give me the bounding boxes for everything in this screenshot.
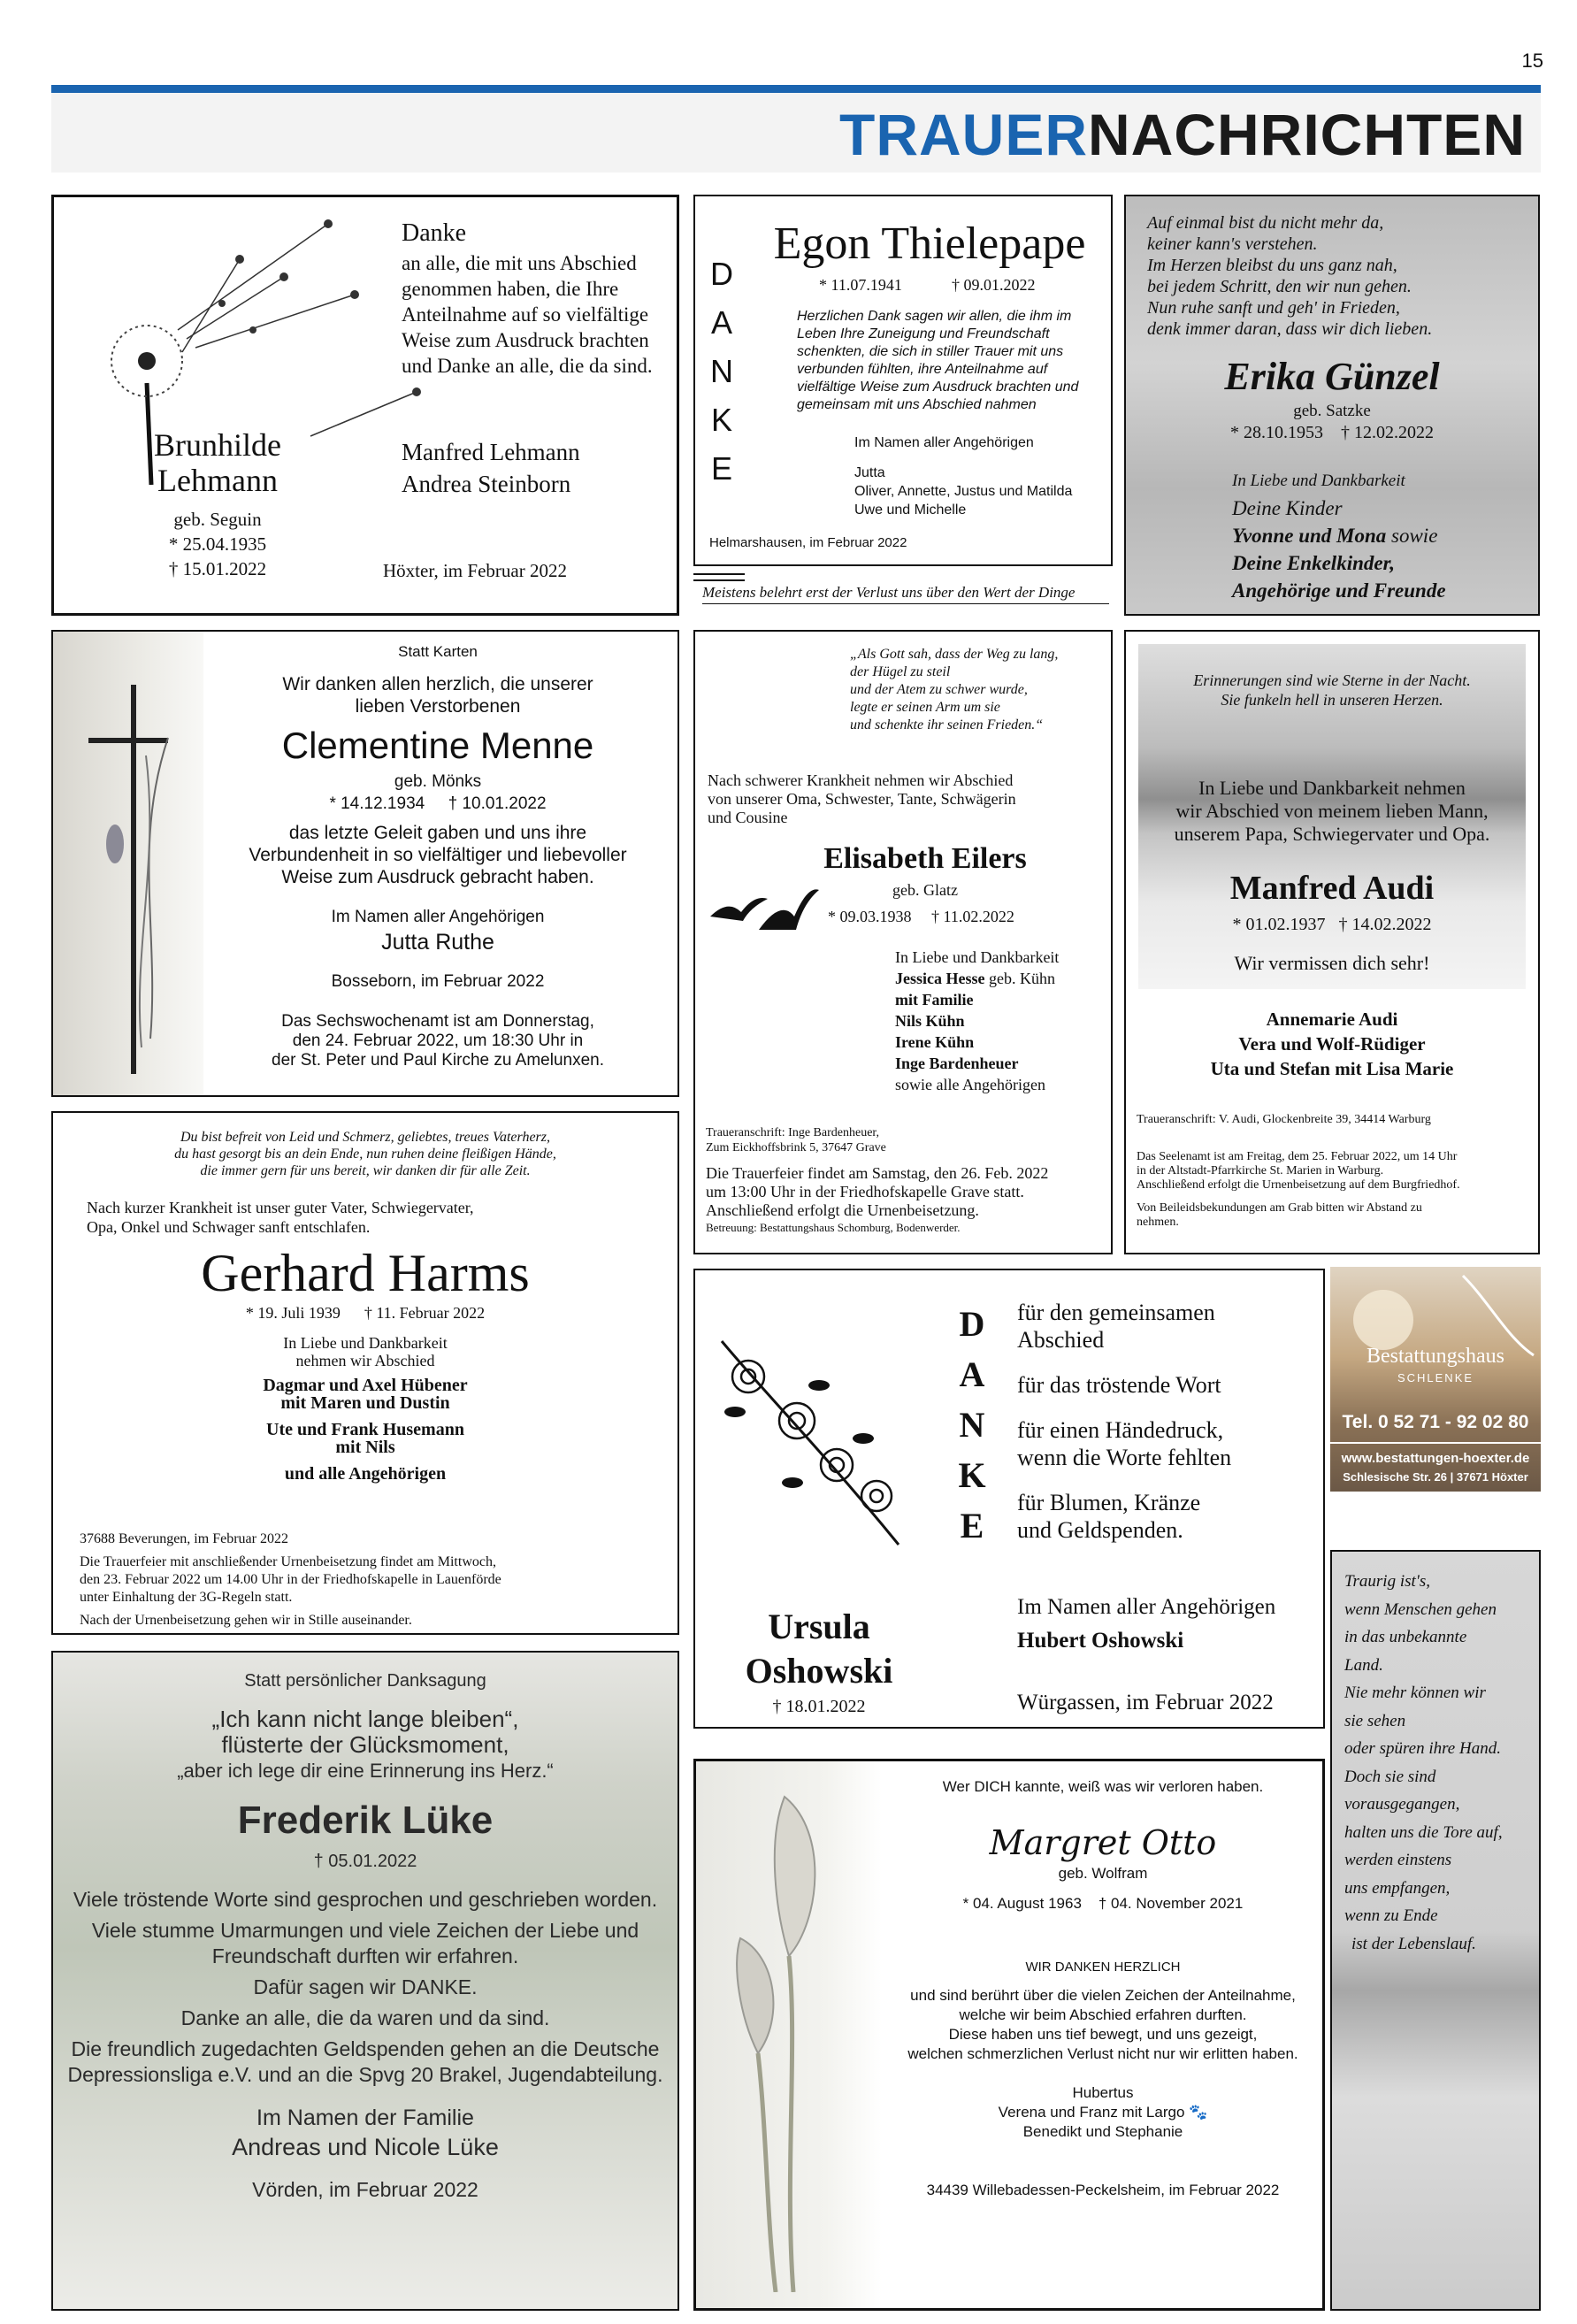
otto-died: † 04. November 2021 bbox=[1098, 1895, 1244, 1912]
otto-text-line: welche wir beim Abschied erfahren durften. bbox=[959, 2006, 1247, 2023]
oshowski-place: Würgassen, im Februar 2022 bbox=[1017, 1691, 1274, 1714]
page-number: 15 bbox=[1521, 50, 1543, 72]
lehmann-dates bbox=[107, 507, 328, 581]
eilers-address-line: Traueranschrift: Inge Bardenheuer, bbox=[706, 1126, 880, 1139]
oshowski-last-name: Oshowski bbox=[745, 1651, 893, 1691]
thielepape-died: † 09.01.2022 bbox=[952, 276, 1036, 294]
lehmann-first-name: Brunhilde bbox=[154, 427, 281, 463]
audi-miss: Wir vermissen dich sehr! bbox=[1234, 952, 1430, 974]
otto-signer: Hubertus bbox=[1072, 2084, 1134, 2101]
ad-sub: SCHLENKE bbox=[1397, 1371, 1474, 1384]
luke-text-line: Depressionsliga e.V. und an die Spvg 20 Brakel, Jugendabteilung. bbox=[67, 2063, 663, 2086]
audi-notice2-line: nehmen. bbox=[1137, 1216, 1179, 1229]
thielepape-vertical-danke bbox=[704, 249, 739, 493]
audi-notice-line: in der Altstadt-Pfarrkirche St. Marien in Warburg. bbox=[1137, 1164, 1384, 1177]
poem-line: ist der Lebenslauf. bbox=[1351, 1934, 1476, 1953]
thielepape-text-line: Leben Ihre Zuneigung und Freundschaft bbox=[797, 326, 1050, 341]
guenzel-family-bold: Yvonne und Mona bbox=[1232, 525, 1387, 547]
eilers-birth-name: geb. Glatz bbox=[892, 881, 958, 899]
audi-family-line: Uta und Stefan mit Lisa Marie bbox=[1210, 1058, 1454, 1079]
eilers-quote-line: der Hügel zu steil bbox=[850, 664, 951, 679]
guenzel-poem bbox=[1147, 212, 1432, 340]
menne-text bbox=[203, 640, 672, 1070]
eilers-quote-line: „Als Gott sah, dass der Weg zu lang, bbox=[850, 647, 1059, 662]
paw-icon: 🐾 bbox=[1189, 2104, 1208, 2121]
thielepape-text-line: Herzlichen Dank sagen wir allen, die ihm im bbox=[797, 309, 1072, 324]
luke-text-line: Viele tröstende Worte sind gesprochen und geschrieben worden. bbox=[73, 1888, 658, 1911]
eilers-family-bold: Jessica Hesse bbox=[895, 970, 985, 987]
poem-line: oder spüren ihre Hand. bbox=[1344, 1739, 1501, 1758]
menne-birth-name: geb. Mönks bbox=[394, 772, 482, 791]
eilers-quote bbox=[850, 646, 1058, 734]
menne-top: Statt Karten bbox=[398, 643, 478, 660]
poem-line: werden einstens bbox=[1344, 1851, 1452, 1869]
ad-address: Schlesische Str. 26 | 37671 Höxter bbox=[1343, 1470, 1528, 1484]
eilers-notice-line: um 13:00 Uhr in der Friedhofskapelle Grave statt. bbox=[706, 1183, 1024, 1200]
audi-intro-line: unserem Papa, Schwiegervater und Opa. bbox=[1174, 823, 1490, 845]
luke-text-line: Danke an alle, die da waren und da sind. bbox=[180, 2006, 550, 2029]
audi-intro bbox=[1126, 777, 1538, 846]
guenzel-name: Erika Günzel bbox=[1224, 355, 1440, 398]
harms-family-line: mit Nils bbox=[335, 1438, 395, 1457]
vertical-letter: K bbox=[710, 402, 732, 438]
audi-notice bbox=[1137, 1150, 1460, 1230]
eilers-name: Elisabeth Eilers bbox=[823, 842, 1027, 875]
guenzel-family-line: Deine Kinder bbox=[1232, 497, 1343, 519]
thielepape-text-line: vielfältige Weise zum Ausdruck brachten und bbox=[797, 380, 1079, 395]
poem-line: uns empfangen, bbox=[1344, 1878, 1451, 1898]
eilers-family-line: mit Familie bbox=[895, 991, 974, 1009]
harms-quote-line: die immer gern für uns bereit, wir danken dir für alle Zeit. bbox=[200, 1163, 531, 1178]
harms-name: Gerhard Harms bbox=[201, 1244, 530, 1302]
luke-text bbox=[53, 1668, 677, 2203]
otto-signer: Benedikt und Stephanie bbox=[1022, 2123, 1183, 2140]
luke-text-line: Die freundlich zugedachten Geldspenden gehen an die Deutsche bbox=[71, 2037, 660, 2060]
page-title bbox=[839, 103, 1526, 166]
luke-text-line: Dafür sagen wir DANKE. bbox=[253, 1975, 478, 1998]
otto-born: * 04. August 1963 bbox=[962, 1895, 1082, 1912]
otto-text-line: und sind berührt über die vielen Zeichen der Anteilnahme, bbox=[910, 1987, 1296, 2004]
oshowski-first-name: Ursula bbox=[768, 1607, 870, 1646]
luke-quote-line: flüsterte der Glücksmoment, bbox=[221, 1731, 509, 1758]
eilers-quote-line: und der Atem zu schwer wurde, bbox=[850, 682, 1028, 697]
thielepape-rule bbox=[693, 579, 745, 581]
harms-dates bbox=[53, 1304, 677, 1323]
oshowski-item-line: für Blumen, Kränze bbox=[1017, 1490, 1201, 1515]
thielepape-name: Egon Thielepape bbox=[773, 219, 1086, 269]
menne-born: * 14.12.1934 bbox=[329, 794, 425, 813]
luke-place: Vörden, im Februar 2022 bbox=[252, 2178, 478, 2201]
thielepape-signers bbox=[854, 464, 1072, 519]
lehmann-last-name: Lehmann bbox=[157, 463, 278, 498]
audi-family-line: Annemarie Audi bbox=[1266, 1009, 1398, 1030]
notice-oshowski bbox=[693, 1269, 1325, 1729]
luke-sign-intro: Im Namen der Familie bbox=[256, 2105, 474, 2130]
oshowski-item-line: für einen Händedruck, bbox=[1017, 1417, 1224, 1443]
menne-signer: Jutta Ruthe bbox=[381, 930, 494, 955]
ad-rule bbox=[1330, 1442, 1541, 1444]
notice-poem bbox=[1330, 1550, 1541, 2311]
menne-place: Bosseborn, im Februar 2022 bbox=[331, 972, 545, 991]
otto-birth-name: geb. Wolfram bbox=[1058, 1865, 1148, 1882]
harms-sign-intro: nehmen wir Abschied bbox=[295, 1352, 435, 1369]
vertical-letter: D bbox=[959, 1304, 985, 1344]
eilers-intro bbox=[708, 771, 1016, 827]
harms-family-line: und alle Angehörigen bbox=[284, 1464, 447, 1484]
harms-intro-line: Opa, Onkel und Schwager sanft entschlafen. bbox=[87, 1218, 371, 1236]
audi-notice-line: Das Seelenamt ist am Freitag, dem 25. Februar 2022, um 14 Uhr bbox=[1137, 1150, 1458, 1163]
audi-name: Manfred Audi bbox=[1229, 870, 1435, 907]
eilers-dates bbox=[828, 908, 1014, 926]
menne-text-line: Verbundenheit in so vielfältiger und liebevoller bbox=[249, 845, 627, 865]
harms-quote bbox=[53, 1129, 677, 1179]
luke-signer: Andreas und Nicole Lüke bbox=[232, 2134, 499, 2160]
oshowski-name bbox=[713, 1605, 925, 1693]
harms-intro-line: Nach kurzer Krankheit ist unser guter Vater, Schwiegervater, bbox=[87, 1199, 474, 1216]
audi-intro-line: In Liebe und Dankbarkeit nehmen bbox=[1198, 777, 1466, 799]
audi-quote bbox=[1126, 671, 1538, 709]
lehmann-born: * 25.04.1935 bbox=[168, 533, 267, 555]
eilers-family-line: Inge Bardenheuer bbox=[895, 1055, 1019, 1072]
guenzel-poem-line: keiner kann's verstehen. bbox=[1147, 234, 1318, 254]
thielepape-signer: Oliver, Annette, Justus und Matilda bbox=[854, 484, 1073, 499]
lehmann-signers bbox=[402, 436, 580, 500]
poem-line: vorausgegangen, bbox=[1344, 1795, 1460, 1814]
vertical-letter: E bbox=[960, 1506, 984, 1545]
otto-name: Margret Otto bbox=[989, 1823, 1217, 1862]
notice-harms bbox=[51, 1111, 679, 1635]
menne-text-line: das letzte Geleit gaben und uns ihre bbox=[288, 823, 587, 843]
oshowski-item-line: wenn die Worte fehlten bbox=[1017, 1445, 1232, 1470]
eilers-quote-line: legte er seinen Arm um sie bbox=[850, 700, 1000, 715]
notice-thielepape bbox=[693, 195, 1113, 566]
guenzel-birth-name: geb. Satzke bbox=[1293, 402, 1371, 420]
guenzel-poem-line: Auf einmal bist du nicht mehr da, bbox=[1147, 213, 1384, 233]
otto-heading: WIR DANKEN HERZLICH bbox=[1025, 1960, 1181, 1975]
audi-notice-line: Anschließend erfolgt die Urnenbeisetzung auf dem Burgfriedhof. bbox=[1137, 1178, 1460, 1192]
lehmann-place: Höxter, im Februar 2022 bbox=[383, 560, 567, 581]
menne-intro-line: Wir danken allen herzlich, die unserer bbox=[282, 674, 593, 694]
oshowski-signer: Hubert Oshowski bbox=[1017, 1629, 1184, 1653]
thielepape-signer: Jutta bbox=[854, 465, 885, 480]
harms-footer bbox=[80, 1530, 501, 1630]
oshowski-vertical-danke bbox=[952, 1299, 992, 1551]
eilers-notice-line: Anschließend erfolgt die Urnenbeisetzung. bbox=[706, 1201, 979, 1219]
ad-bestattungshaus[interactable] bbox=[1330, 1267, 1541, 1492]
harms-notice-line: unter Einhaltung der 3G-Regeln statt. bbox=[80, 1590, 293, 1605]
menne-died: † 10.01.2022 bbox=[448, 794, 547, 813]
thielepape-text-line: schenkten, die sich in stiller Trauer mit uns bbox=[797, 344, 1064, 359]
notice-menne bbox=[51, 630, 679, 1097]
birds-icon bbox=[706, 881, 821, 934]
lehmann-birth-name: geb. Seguin bbox=[173, 509, 262, 530]
thielepape-text-line: gemeinsam mit uns Abschied nahmen bbox=[797, 397, 1037, 412]
ad-web: www.bestattungen-hoexter.de bbox=[1341, 1451, 1530, 1466]
eilers-notice-line: Die Trauerfeier findet am Samstag, den 26. Feb. 2022 bbox=[706, 1164, 1049, 1182]
otto-text bbox=[882, 1777, 1324, 2200]
harms-notice-line: Die Trauerfeier mit anschließender Urnenbeisetzung findet am Mittwoch, bbox=[80, 1554, 496, 1569]
audi-quote-line: Erinnerungen sind wie Sterne in der Nacht. bbox=[1193, 671, 1471, 689]
notice-guenzel bbox=[1124, 195, 1540, 616]
oshowski-sign-intro: Im Namen aller Angehörigen bbox=[1017, 1595, 1276, 1619]
calla-lily-icon bbox=[714, 1779, 873, 2292]
luke-top: Statt persönlicher Danksagung bbox=[244, 1671, 486, 1691]
thielepape-text bbox=[797, 308, 1078, 414]
header-rule bbox=[51, 85, 1541, 93]
notice-lehmann bbox=[51, 195, 679, 616]
harms-family-line: mit Maren und Dustin bbox=[280, 1393, 450, 1413]
poem-line: Traurig ist's, bbox=[1344, 1572, 1430, 1591]
vertical-letter: A bbox=[710, 304, 732, 341]
menne-text-line: Weise zum Ausdruck gebracht haben. bbox=[281, 867, 594, 887]
ad-name: Bestattungshaus bbox=[1366, 1345, 1504, 1368]
poem-line: Land. bbox=[1344, 1655, 1383, 1675]
thielepape-quote: Meistens belehrt erst der Verlust uns über den Wert der Dinge bbox=[702, 584, 1109, 604]
eilers-died: † 11.02.2022 bbox=[931, 908, 1014, 925]
eilers-family-line: Nils Kühn bbox=[895, 1012, 965, 1030]
harms-quote-line: du hast gesorgt bis an dein Ende, nun ruhen deine fleißigen Hände, bbox=[174, 1147, 556, 1162]
roses-icon bbox=[713, 1323, 907, 1553]
lehmann-text bbox=[402, 217, 667, 379]
guenzel-dates: * 28.10.1953 † 12.02.2022 bbox=[1230, 423, 1434, 442]
thielepape-sign-intro: Im Namen aller Angehörigen bbox=[854, 435, 1034, 450]
menne-dates bbox=[203, 793, 672, 815]
luke-name: Frederik Lüke bbox=[237, 1799, 494, 1842]
guenzel-family bbox=[1232, 467, 1446, 604]
harms-notice2: Nach der Urnenbeisetzung gehen wir in Stille auseinander. bbox=[80, 1613, 412, 1628]
poem-line: halten uns die Tore auf, bbox=[1344, 1822, 1503, 1842]
vertical-letter: K bbox=[958, 1455, 986, 1495]
page-title-black: NACHRICHTEN bbox=[1088, 102, 1526, 167]
eilers-address-line: Zum Eickhoffsbrink 5, 37647 Grave bbox=[706, 1141, 886, 1154]
harms-sign-intro: In Liebe und Dankbarkeit bbox=[283, 1334, 448, 1352]
lehmann-text-line: genommen haben, die Ihre bbox=[402, 278, 619, 300]
poem-line: sie sehen bbox=[1344, 1711, 1406, 1730]
thielepape-place: Helmarshausen, im Februar 2022 bbox=[709, 535, 907, 550]
luke-quote-line: „aber ich lege dir eine Erinnerung ins Herz.“ bbox=[177, 1760, 554, 1782]
lehmann-signer: Andrea Steinborn bbox=[402, 471, 571, 497]
oshowski-item-line: und Geldspenden. bbox=[1017, 1517, 1183, 1543]
harms-died: † 11. Februar 2022 bbox=[364, 1304, 486, 1322]
menne-sign-intro: Im Namen aller Angehörigen bbox=[331, 908, 545, 926]
eilers-intro-line: Nach schwerer Krankheit nehmen wir Abschied bbox=[708, 771, 1014, 789]
vertical-letter: N bbox=[959, 1405, 985, 1445]
audi-notice2-line: Von Beileidsbekundungen am Grab bitten wir Abstand zu bbox=[1137, 1201, 1422, 1215]
guenzel-poem-line: denk immer daran, dass wir dich lieben. bbox=[1147, 319, 1433, 339]
lehmann-name bbox=[107, 427, 328, 498]
harms-family bbox=[53, 1334, 677, 1483]
lehmann-text-line: an alle, die mit uns Abschied bbox=[402, 252, 637, 274]
audi-address: Traueranschrift: V. Audi, Glockenbreite 39, 34414 Warburg bbox=[1137, 1113, 1431, 1126]
oshowski-item-line: Abschied bbox=[1017, 1327, 1105, 1353]
guenzel-family-rest: sowie bbox=[1386, 525, 1438, 547]
guenzel-family-line bbox=[1232, 522, 1446, 549]
ad-phone: Tel. 0 52 71 - 92 02 80 bbox=[1342, 1412, 1529, 1432]
thielepape-signer: Uwe und Michelle bbox=[854, 502, 967, 518]
harms-born: * 19. Juli 1939 bbox=[245, 1304, 341, 1322]
otto-text-line: welchen schmerzlichen Verlust nicht nur wir erlitten haben. bbox=[907, 2045, 1298, 2062]
lehmann-text-line: Weise zum Ausdruck brachten bbox=[402, 329, 649, 351]
menne-notice-line: der St. Peter und Paul Kirche zu Amelunxen. bbox=[272, 1051, 604, 1070]
audi-quote-line: Sie funkeln hell in unseren Herzen. bbox=[1221, 691, 1443, 709]
eilers-undertaker: Betreuung: Bestattungshaus Schomburg, Bodenwerder. bbox=[706, 1221, 961, 1234]
eilers-family bbox=[895, 947, 1059, 1095]
eilers-born: * 09.03.1938 bbox=[828, 908, 912, 925]
harms-family-line: Dagmar und Axel Hübener bbox=[263, 1376, 468, 1395]
oshowski-signature bbox=[1017, 1591, 1275, 1720]
thielepape-born: * 11.07.1941 bbox=[819, 276, 902, 294]
vertical-letter: A bbox=[959, 1354, 985, 1394]
cross-icon bbox=[80, 667, 195, 1074]
audi-dates: * 01.02.1937 † 14.02.2022 bbox=[1232, 915, 1432, 934]
menne-intro-line: lieben Verstorbenen bbox=[355, 696, 521, 717]
harms-family-line: Ute und Frank Husemann bbox=[266, 1420, 464, 1439]
audi-intro-line: wir Abschied von meinem lieben Mann, bbox=[1175, 800, 1489, 822]
eilers-intro-line: von unserer Oma, Schwester, Tante, Schwägerin bbox=[708, 790, 1016, 808]
guenzel-poem-line: Nun ruhe sanft und geh' in Frieden, bbox=[1147, 298, 1400, 318]
otto-dates bbox=[882, 1894, 1324, 1914]
eilers-family-line bbox=[895, 968, 1059, 989]
eilers-sign-intro: In Liebe und Dankbarkeit bbox=[895, 948, 1060, 966]
poem-line: wenn zu Ende bbox=[1344, 1906, 1438, 1925]
lehmann-heading: Danke bbox=[402, 219, 467, 247]
oshowski-item-line: für das tröstende Wort bbox=[1017, 1372, 1221, 1398]
lehmann-died: † 15.01.2022 bbox=[168, 558, 267, 579]
vertical-letter: E bbox=[710, 450, 732, 487]
otto-signer: Verena und Franz mit Largo bbox=[998, 2104, 1185, 2121]
guenzel-intro: In Liebe und Dankbarkeit bbox=[1232, 472, 1405, 490]
poem-line: wenn Menschen gehen bbox=[1344, 1599, 1497, 1619]
menne-notice-line: den 24. Februar 2022, um 18:30 Uhr in bbox=[292, 1032, 584, 1050]
vertical-letter: N bbox=[710, 353, 733, 389]
audi-family-line: Vera und Wolf-Rüdiger bbox=[1238, 1033, 1426, 1055]
lehmann-signer: Manfred Lehmann bbox=[402, 439, 580, 465]
harms-notice-line: den 23. Februar 2022 um 14.00 Uhr in der Friedhofskapelle in Lauenförde bbox=[80, 1572, 501, 1587]
notice-eilers bbox=[693, 630, 1113, 1254]
page-title-blue: TRAUER bbox=[839, 102, 1089, 167]
luke-died: † 05.01.2022 bbox=[313, 1852, 417, 1871]
notice-audi bbox=[1124, 630, 1540, 1254]
lehmann-text-line: Anteilnahme auf so vielfältige bbox=[402, 303, 649, 326]
audi-family bbox=[1126, 1007, 1538, 1081]
eilers-address bbox=[706, 1125, 886, 1155]
eilers-quote-line: und schenkte ihr seinen Frieden.“ bbox=[850, 717, 1044, 732]
thielepape-text-line: verbunden fühlten, ihre Anteilnahme auf bbox=[797, 362, 1048, 377]
harms-place: 37688 Beverungen, im Februar 2022 bbox=[80, 1531, 288, 1546]
harms-quote-line: Du bist befreit von Leid und Schmerz, geliebtes, treues Vaterherz, bbox=[180, 1130, 550, 1145]
guenzel-family-line: Deine Enkelkinder, bbox=[1232, 552, 1396, 574]
notice-luke bbox=[51, 1651, 679, 2311]
menne-name: Clementine Menne bbox=[281, 725, 594, 766]
poem-line: Doch sie sind bbox=[1344, 1767, 1436, 1786]
eilers-family-line: Irene Kühn bbox=[895, 1033, 975, 1051]
luke-quote-line: „Ich kann nicht lange bleiben“, bbox=[211, 1706, 519, 1732]
menne-notice-line: Das Sechswochenamt ist am Donnerstag, bbox=[281, 1012, 594, 1031]
otto-text-line: Diese haben uns tief bewegt, und uns gezeigt, bbox=[948, 2026, 1258, 2043]
oshowski-item-line: für den gemeinsamen bbox=[1017, 1300, 1215, 1325]
thielepape-rule bbox=[693, 573, 745, 575]
eilers-notice bbox=[706, 1164, 1048, 1236]
poem-text bbox=[1344, 1568, 1503, 1958]
poem-line: Nie mehr können wir bbox=[1344, 1684, 1486, 1702]
oshowski-died: † 18.01.2022 bbox=[772, 1697, 866, 1716]
guenzel-poem-line: bei jedem Schritt, den wir nun gehen. bbox=[1147, 277, 1412, 296]
otto-quote: Wer DICH kannte, weiß was wir verloren haben. bbox=[942, 1778, 1264, 1795]
otto-place: 34439 Willebadessen-Peckelsheim, im Februar 2022 bbox=[926, 2182, 1280, 2198]
harms-intro bbox=[87, 1198, 474, 1237]
luke-text-line: Viele stumme Umarmungen und viele Zeichen der Liebe und bbox=[91, 1919, 639, 1942]
vertical-letter: D bbox=[710, 256, 733, 292]
otto-signer-row bbox=[882, 2103, 1324, 2122]
guenzel-family-line: Angehörige und Freunde bbox=[1232, 579, 1446, 602]
eilers-family-line: sowie alle Angehörigen bbox=[895, 1076, 1045, 1093]
eilers-intro-line: und Cousine bbox=[708, 809, 788, 826]
eilers-family-rest: geb. Kühn bbox=[984, 970, 1055, 987]
oshowski-items bbox=[1017, 1299, 1231, 1544]
lehmann-text-line: und Danke an alle, die da sind. bbox=[402, 355, 653, 377]
luke-text-line: Freundschaft durften wir erfahren. bbox=[211, 1944, 519, 1967]
notice-otto bbox=[693, 1759, 1325, 2311]
poem-line: in das unbekannte bbox=[1344, 1628, 1467, 1646]
guenzel-poem-line: Im Herzen bleibst du uns ganz nah, bbox=[1147, 256, 1397, 275]
